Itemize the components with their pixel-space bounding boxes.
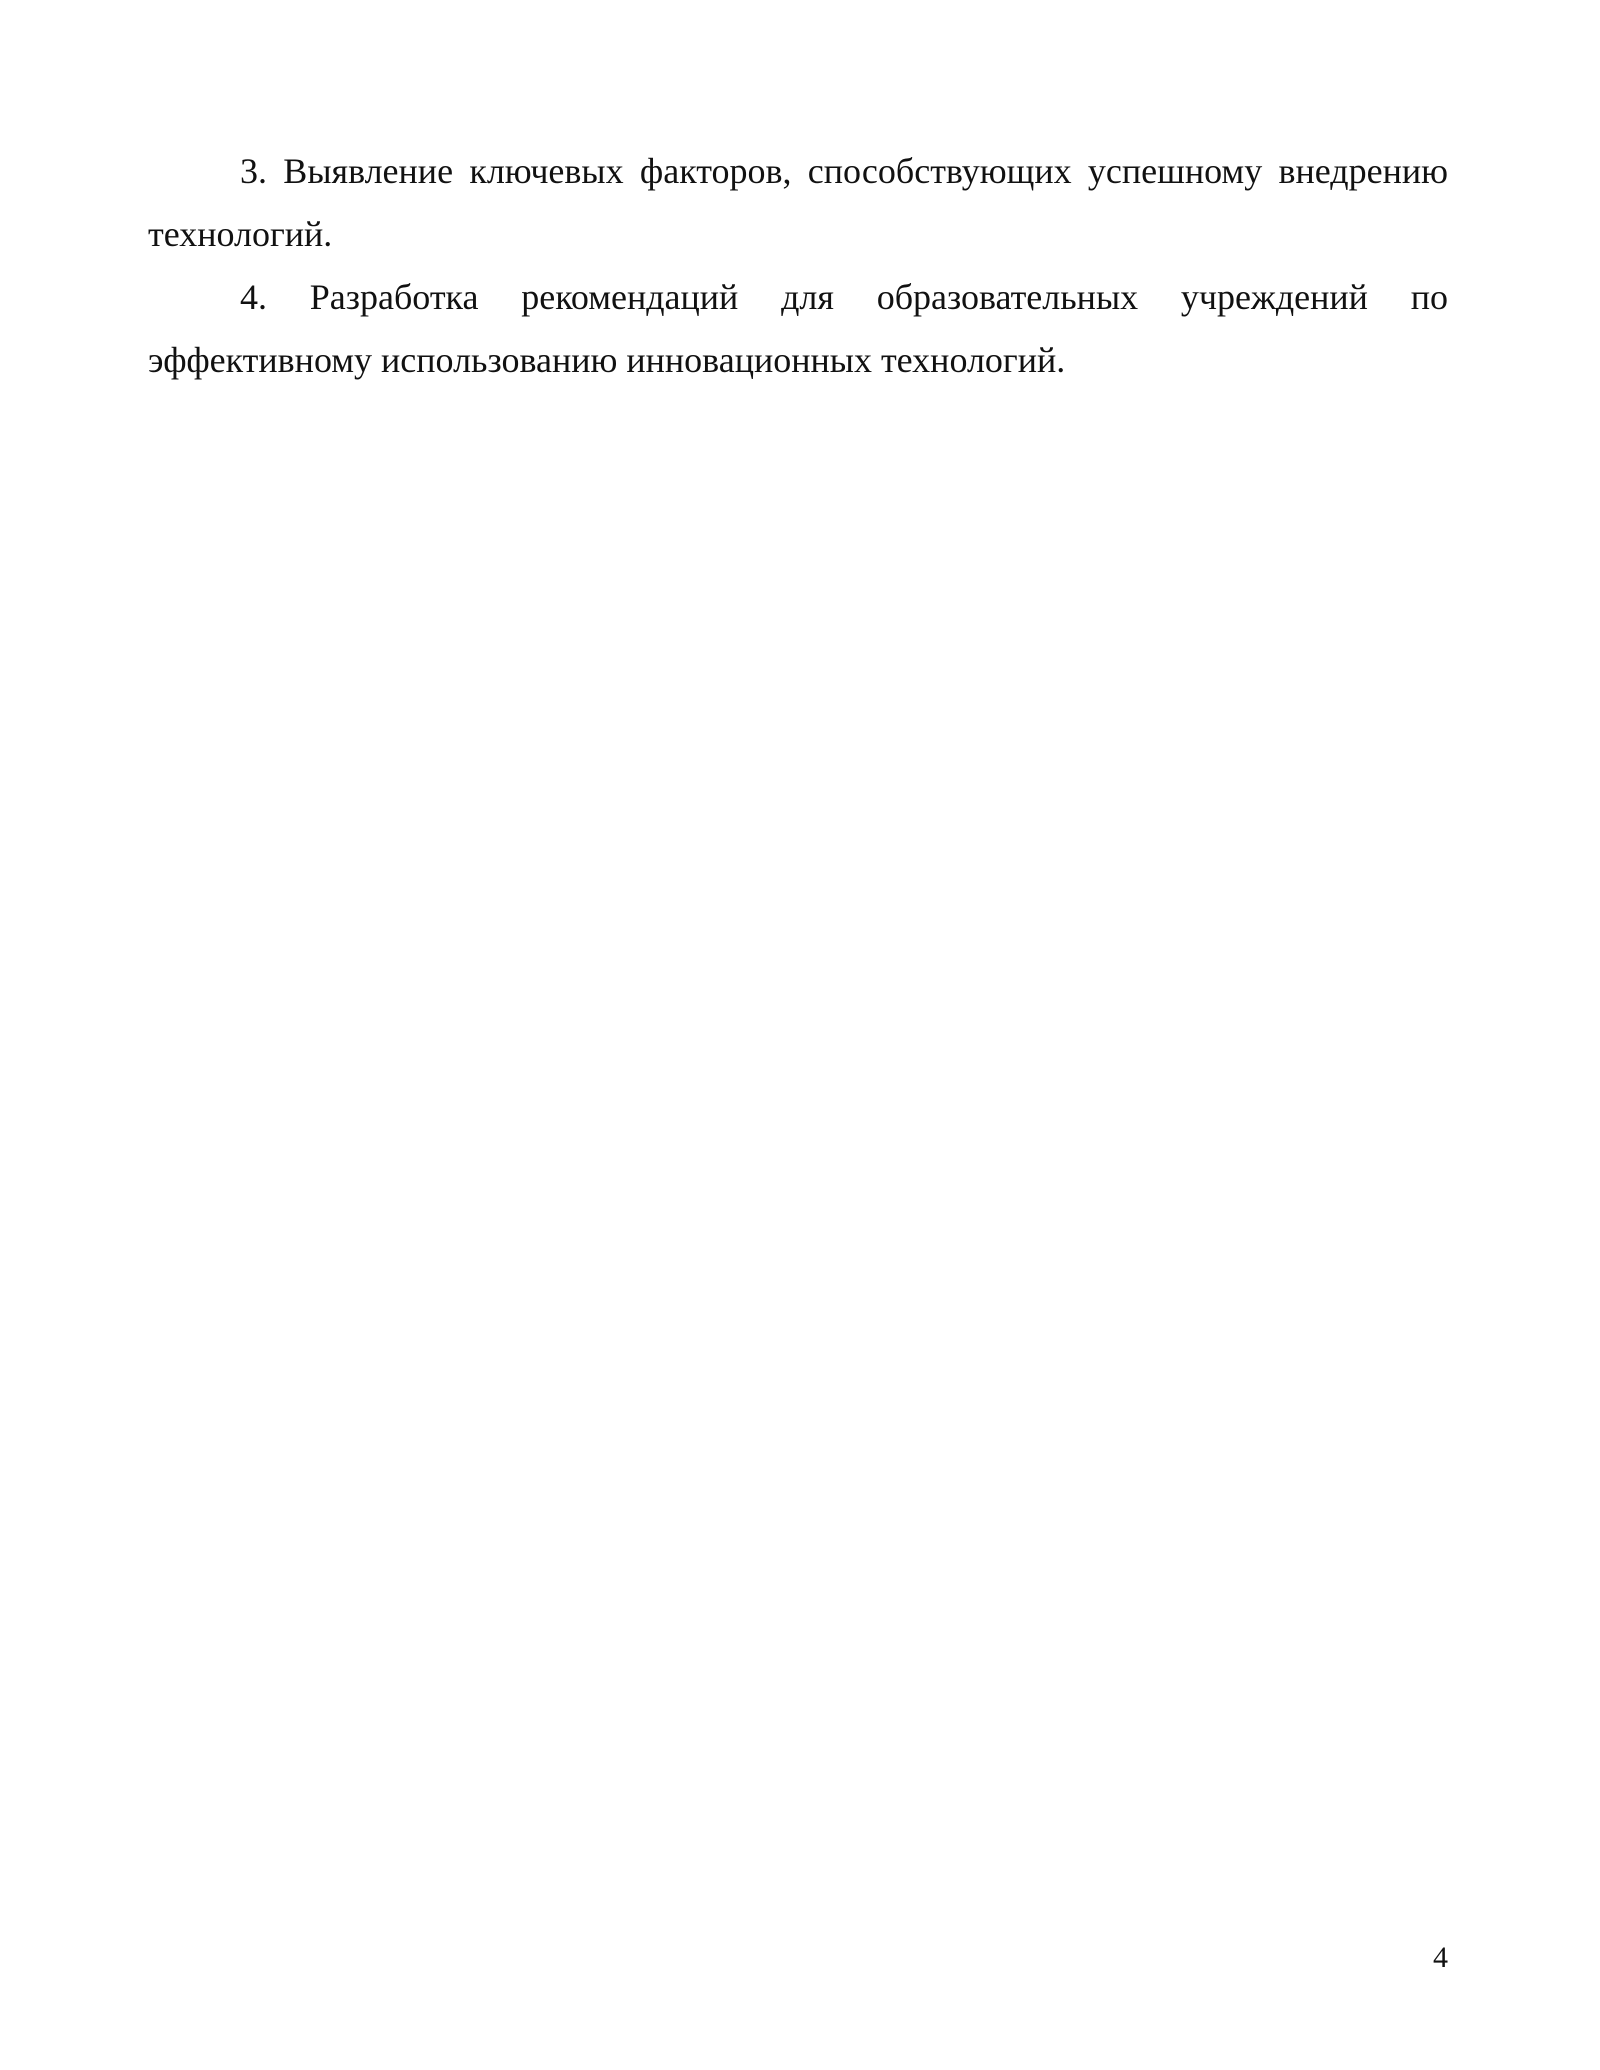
list-item-3: 3. Выявление ключевых факторов, способствующих успешному внедрению технологий. (148, 151, 1448, 254)
page-number: 4 (1433, 1941, 1448, 1974)
list-item-4: 4. Разработка рекомендаций для образовательных учреждений по эффективному использованию инновационных технологий. (148, 277, 1448, 380)
page-body (148, 140, 1448, 392)
